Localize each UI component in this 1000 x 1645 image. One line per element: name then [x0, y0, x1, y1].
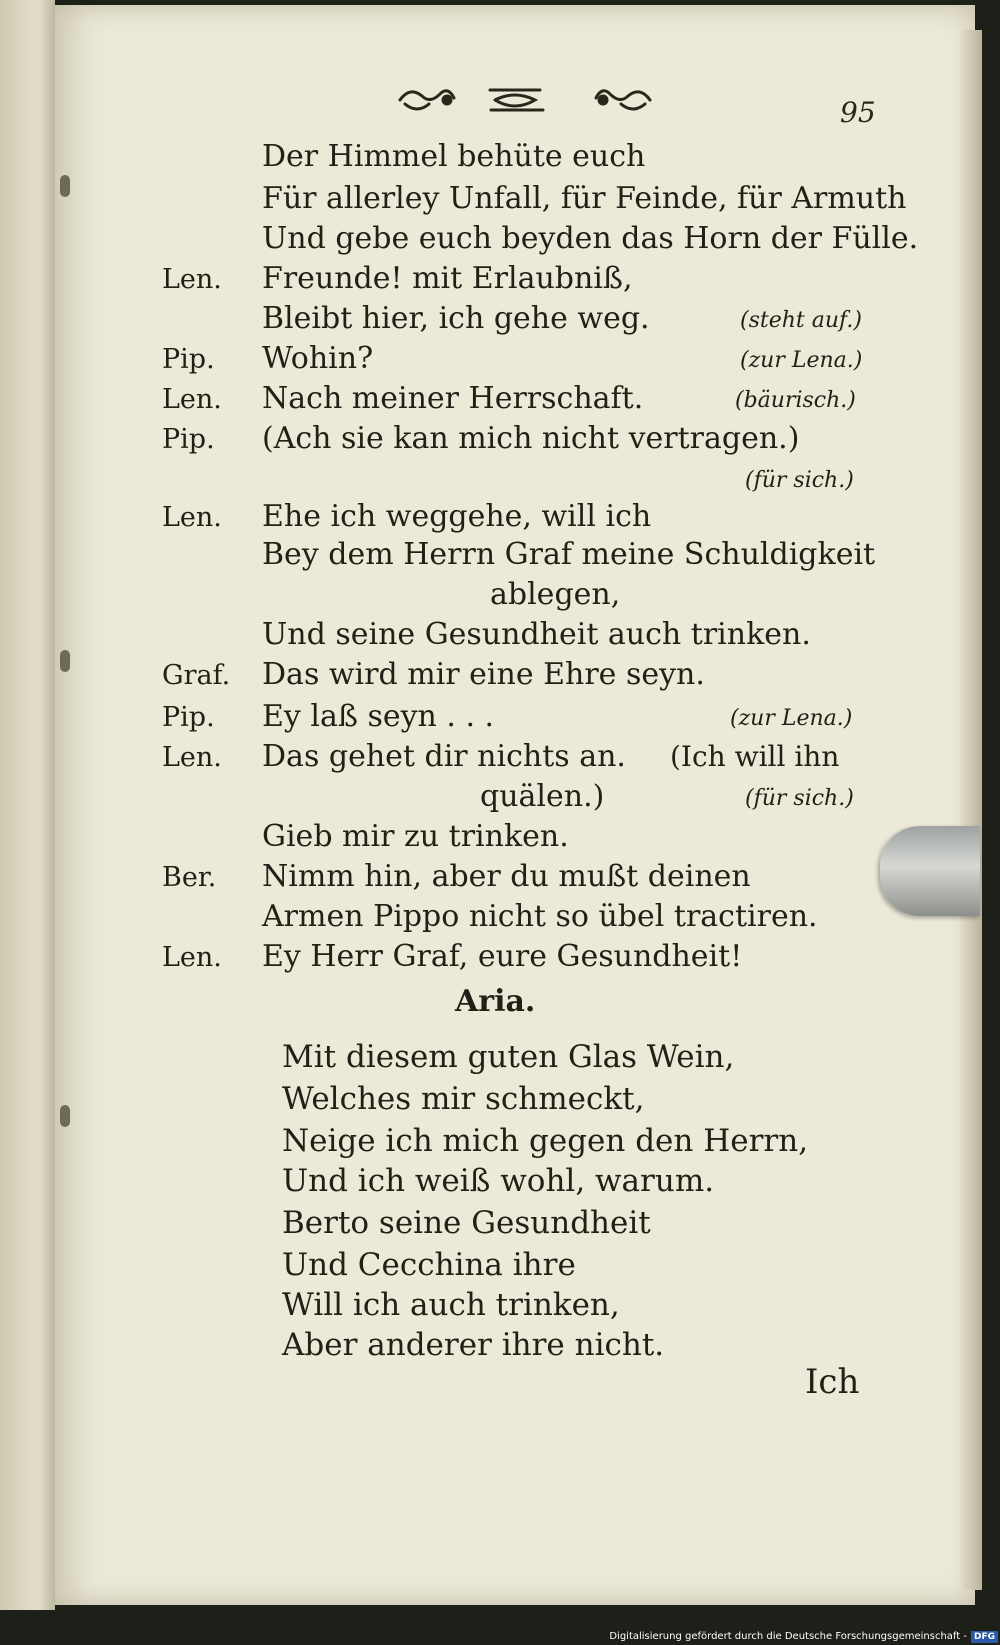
- aria-line: Und ich weiß wohl, warum.: [282, 1163, 715, 1199]
- dialogue-line: Ey Herr Graf, eure Gesundheit!: [262, 939, 743, 974]
- dialogue-line: Nimm hin, aber du mußt deinen: [262, 859, 751, 894]
- binding-mark: [60, 650, 70, 672]
- speaker-label: Pip.: [162, 344, 215, 375]
- speaker-label: Len.: [162, 264, 222, 295]
- stage-direction: (steht auf.): [740, 308, 862, 333]
- stage-direction: (zur Lena.): [740, 348, 863, 373]
- dialogue-line: Und gebe euch beyden das Horn der Fülle.: [262, 221, 919, 256]
- footer-credit: Digitalisierung gefördert durch die Deutsche Forschungsgemeinschaft -: [609, 1631, 967, 1642]
- dialogue-line: (Ach sie kan mich nicht vertragen.): [262, 421, 800, 456]
- aria-title: Aria.: [455, 984, 536, 1019]
- dialogue-line: Armen Pippo nicht so übel tractiren.: [262, 899, 818, 934]
- stage-direction: (Ich will ihn: [670, 740, 840, 773]
- binding-mark: [60, 1105, 70, 1127]
- page-number: 95: [840, 96, 876, 129]
- dialogue-line: Bleibt hier, ich gehe weg.: [262, 301, 650, 336]
- aria-line: Berto seine Gesundheit: [282, 1205, 651, 1241]
- aria-line: Aber anderer ihre nicht.: [282, 1327, 665, 1363]
- binding-mark: [60, 175, 70, 197]
- dialogue-line: Gieb mir zu trinken.: [262, 819, 569, 854]
- stage-direction: (für sich.): [745, 468, 854, 493]
- speaker-label: Len.: [162, 384, 222, 415]
- dialogue-line: Freunde! mit Erlaubniß,: [262, 261, 633, 296]
- page-stack-edge: [960, 30, 982, 1590]
- speaker-label: Len.: [162, 942, 222, 973]
- dialogue-line: Für allerley Unfall, für Feinde, für Armuth: [262, 181, 907, 216]
- dialogue-line: Ehe ich weggehe, will ich: [262, 499, 652, 534]
- stage-direction: (bäurisch.): [735, 388, 856, 413]
- stage-direction: (für sich.): [745, 786, 854, 811]
- speaker-label: Pip.: [162, 424, 215, 455]
- book-clip: [880, 826, 980, 916]
- dialogue-line: Das wird mir eine Ehre seyn.: [262, 657, 705, 692]
- speaker-label: Len.: [162, 742, 222, 773]
- dialogue-line: Das gehet dir nichts an.: [262, 739, 626, 774]
- aria-line: Neige ich mich gegen den Herrn,: [282, 1123, 809, 1159]
- dialogue-line: Wohin?: [262, 341, 374, 376]
- catchword: Ich: [805, 1362, 860, 1402]
- dialogue-line: quälen.): [480, 779, 605, 814]
- speaker-label: Len.: [162, 502, 222, 533]
- dfg-logo: DFG: [971, 1631, 998, 1643]
- dialogue-line: Der Himmel behüte euch: [262, 139, 646, 174]
- speaker-label: Ber.: [162, 862, 217, 893]
- stage-direction: (zur Lena.): [730, 706, 853, 731]
- aria-line: Und Cecchina ihre: [282, 1247, 576, 1283]
- aria-line: Will ich auch trinken,: [282, 1287, 620, 1323]
- aria-line: Mit diesem guten Glas Wein,: [282, 1039, 735, 1075]
- aria-line: Welches mir schmeckt,: [282, 1081, 645, 1117]
- dialogue-line: Bey dem Herrn Graf meine Schuldigkeit: [262, 537, 876, 572]
- header-ornament: [395, 80, 655, 120]
- speaker-label: Pip.: [162, 702, 215, 733]
- footer: [600, 1628, 1000, 1645]
- dialogue-line: Ey laß seyn . . .: [262, 699, 495, 734]
- dialogue-line: ablegen,: [490, 577, 621, 612]
- dialogue-line: Nach meiner Herrschaft.: [262, 381, 644, 416]
- dialogue-line: Und seine Gesundheit auch trinken.: [262, 617, 811, 652]
- left-page-edge: [0, 0, 55, 1610]
- speaker-label: Graf.: [162, 660, 231, 691]
